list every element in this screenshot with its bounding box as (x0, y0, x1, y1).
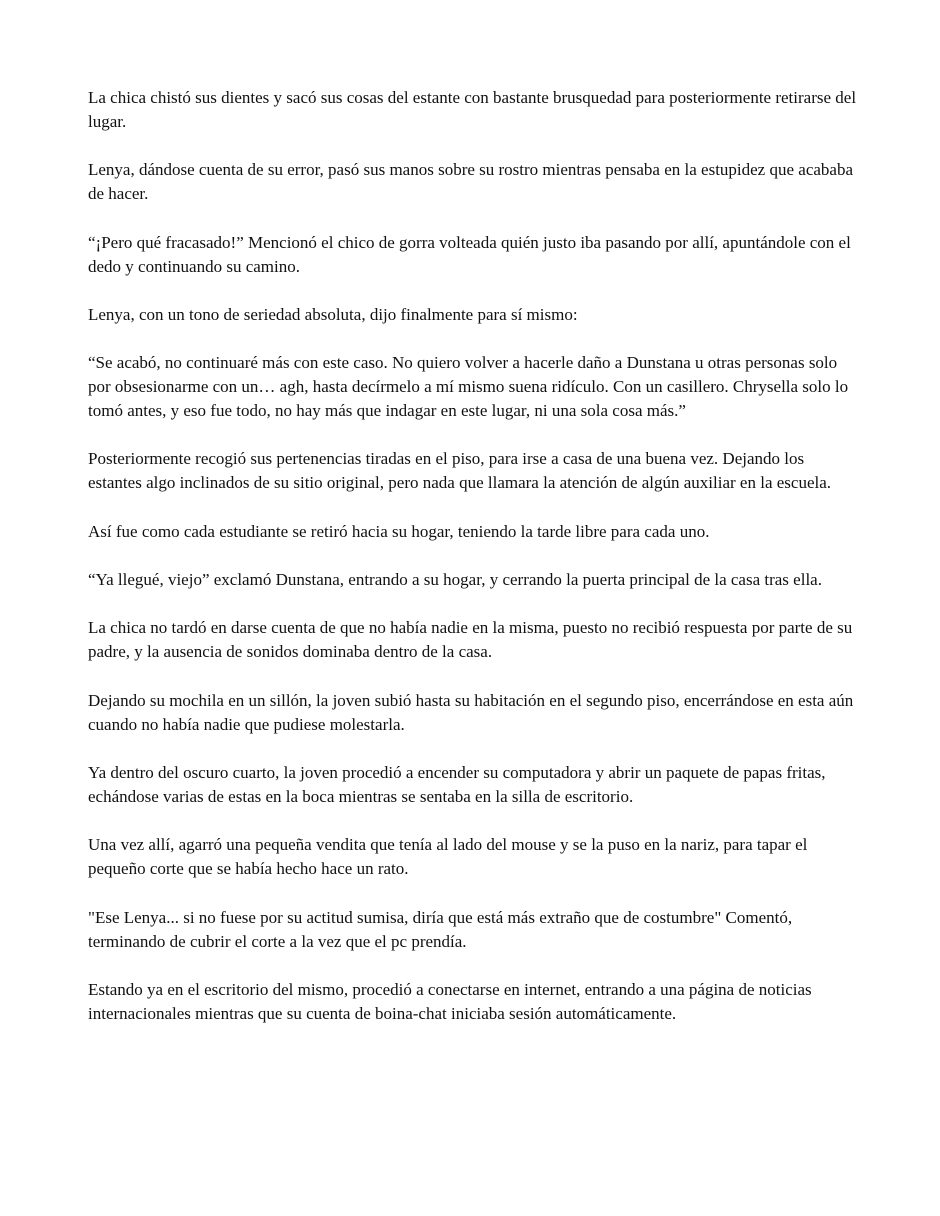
paragraph: Así fue como cada estudiante se retiró hacia su hogar, teniendo la tarde libre para cada uno. (88, 521, 710, 541)
paragraph: La chica no tardó en darse cuenta de que no había nadie en la misma, puesto no recibió respuesta por parte de su padre, y la ausencia de sonidos dominaba dentro de la casa. (88, 618, 853, 662)
paragraph: La chica chistó sus dientes y sacó sus cosas del estante con bastante brusquedad para posteriormente retirarse del lugar. (88, 88, 857, 131)
paragraph: “¡Pero qué fracasado!” Mencionó el chico de gorra volteada quién justo iba pasando por allí, apuntándole con el dedo y continuando su camino. (88, 232, 851, 276)
paragraph: “Ya llegué, viejo” exclamó Dunstana, entrando a su hogar, y cerrando la puerta principal de la casa tras ella. (88, 570, 822, 590)
paragraph: Lenya, con un tono de seriedad absoluta, dijo finalmente para sí mismo: (88, 304, 578, 324)
paragraph: Lenya, dándose cuenta de su error, pasó sus manos sobre su rostro mientras pensaba en la estupidez que acababa de hacer. (88, 160, 853, 204)
paragraph: Dejando su mochila en un sillón, la joven subió hasta su habitación en el segundo piso, encerrándose en esta aún cuando no había nadie que pudiese molestarla. (88, 690, 854, 734)
document-page (88, 86, 858, 1050)
paragraph: Ya dentro del oscuro cuarto, la joven procedió a encender su computadora y abrir un paquete de papas fritas, echándose varias de estas en la boca mientras se sentaba en la silla de escritorio. (88, 762, 826, 806)
paragraph: Estando ya en el escritorio del mismo, procedió a conectarse en internet, entrando a una página de noticias internacionales mientras que su cuenta de boina-chat iniciaba sesión automáticamente. (88, 979, 812, 1023)
paragraph: Una vez allí, agarró una pequeña vendita que tenía al lado del mouse y se la puso en la nariz, para tapar el pequeño corte que se había hecho hace un rato. (88, 835, 808, 879)
paragraph: "Ese Lenya... si no fuese por su actitud sumisa, diría que está más extraño que de costumbre" Comentó, terminando de cubrir el corte a la vez que el pc prendía. (88, 907, 793, 951)
paragraph: “Se acabó, no continuaré más con este caso. No quiero volver a hacerle daño a Dunstana u otras personas solo por obsesionarme con un… agh, hasta decírmelo a mí mismo suena ridículo. Con un casillero. Chrysella solo lo tomó antes, y eso fue todo, no hay más que indagar en este lugar, ni una sola cosa más.” (88, 353, 849, 421)
paragraph: Posteriormente recogió sus pertenencias tiradas en el piso, para irse a casa de una buena vez. Dejando los estantes algo inclinados de su sitio original, pero nada que llamara la atención de algún auxiliar en la escuela. (88, 449, 832, 493)
